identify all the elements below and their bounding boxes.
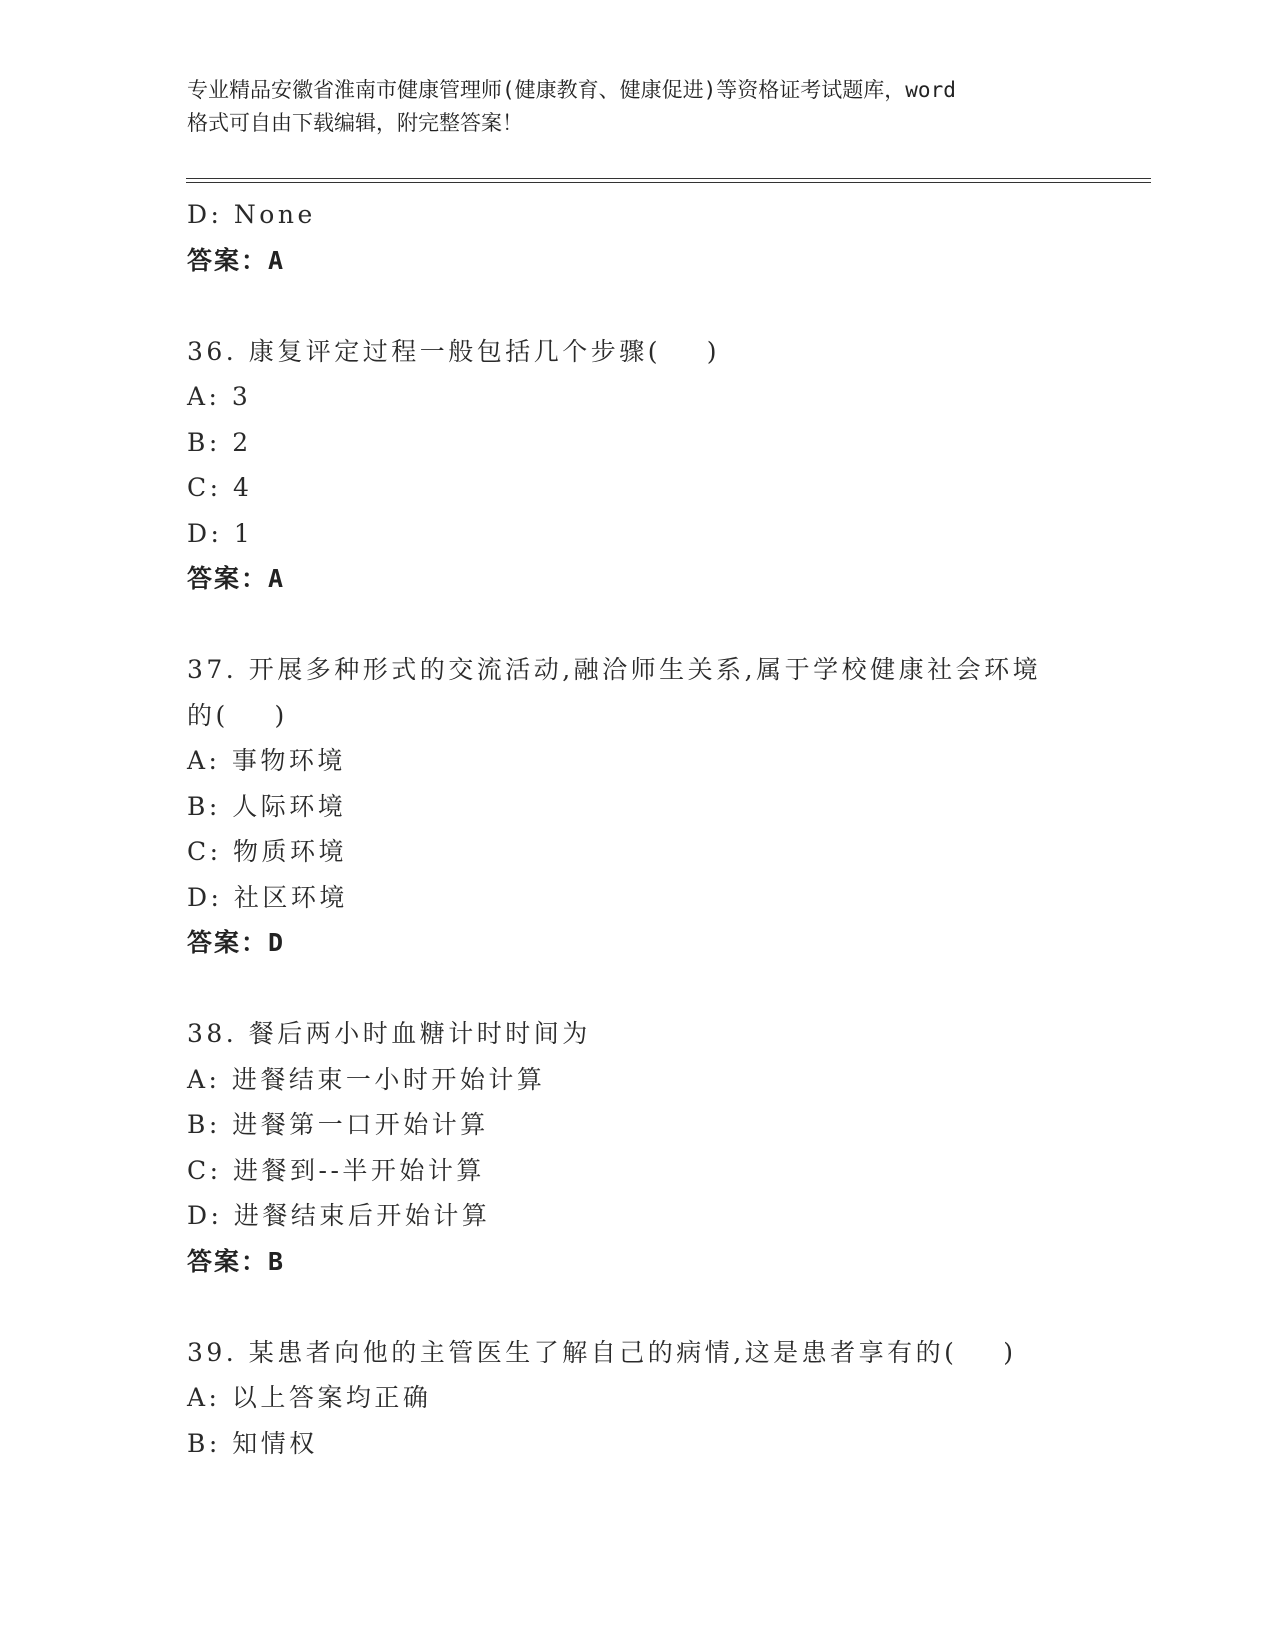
spacer xyxy=(187,602,1087,648)
option-d: D: 社区环境 xyxy=(187,882,348,912)
option-b: B: 人际环境 xyxy=(187,791,347,821)
question-stem: 38. 餐后两小时血糖计时时间为 xyxy=(187,1019,591,1048)
header-divider-bottom xyxy=(186,182,1151,183)
option-a: A: 进餐结束一小时开始计算 xyxy=(187,1064,546,1094)
question-39 xyxy=(187,1330,1087,1467)
answer: 答案：D xyxy=(187,928,286,957)
question-36 xyxy=(187,329,1087,602)
question-stem-line-2: 的( ) xyxy=(187,700,288,730)
option-b: B: 知情权 xyxy=(187,1428,318,1458)
option-a: A: 以上答案均正确 xyxy=(187,1383,432,1412)
header-divider-top xyxy=(186,178,1151,179)
option-b: B: 2 xyxy=(187,427,252,457)
spacer xyxy=(187,1284,1087,1330)
question-35-tail xyxy=(187,192,1087,283)
option-c: C: 进餐到--半开始计算 xyxy=(187,1155,485,1185)
option-c: C: 物质环境 xyxy=(187,837,347,866)
option-b: B: 进餐第一口开始计算 xyxy=(187,1110,489,1139)
question-37 xyxy=(187,647,1087,966)
option-d: D: None xyxy=(187,200,316,229)
question-list xyxy=(187,192,1087,1466)
answer: 答案：A xyxy=(187,564,286,593)
answer: 答案：A xyxy=(187,245,286,275)
header-line-1: 专业精品安徽省淮南市健康管理师(健康教育、健康促进)等资格证考试题库，word xyxy=(187,78,956,102)
spacer xyxy=(187,966,1087,1012)
question-38 xyxy=(187,1011,1087,1284)
option-d: D: 1 xyxy=(187,518,254,548)
option-a: A: 3 xyxy=(187,382,252,411)
option-c: C: 4 xyxy=(187,473,253,502)
option-d: D: 进餐结束后开始计算 xyxy=(187,1201,491,1230)
question-stem-line-1: 37. 开展多种形式的交流活动,融洽师生关系,属于学校健康社会环境 xyxy=(187,655,1042,684)
answer: 答案：B xyxy=(187,1246,286,1276)
document-header xyxy=(187,74,1087,140)
spacer xyxy=(187,283,1087,329)
question-stem: 39. 某患者向他的主管医生了解自己的病情,这是患者享有的( ) xyxy=(187,1337,1017,1367)
question-stem: 36. 康复评定过程一般包括几个步骤( ) xyxy=(187,336,721,366)
option-a: A: 事物环境 xyxy=(187,746,346,775)
header-line-2: 格式可自由下载编辑，附完整答案！ xyxy=(187,111,523,135)
